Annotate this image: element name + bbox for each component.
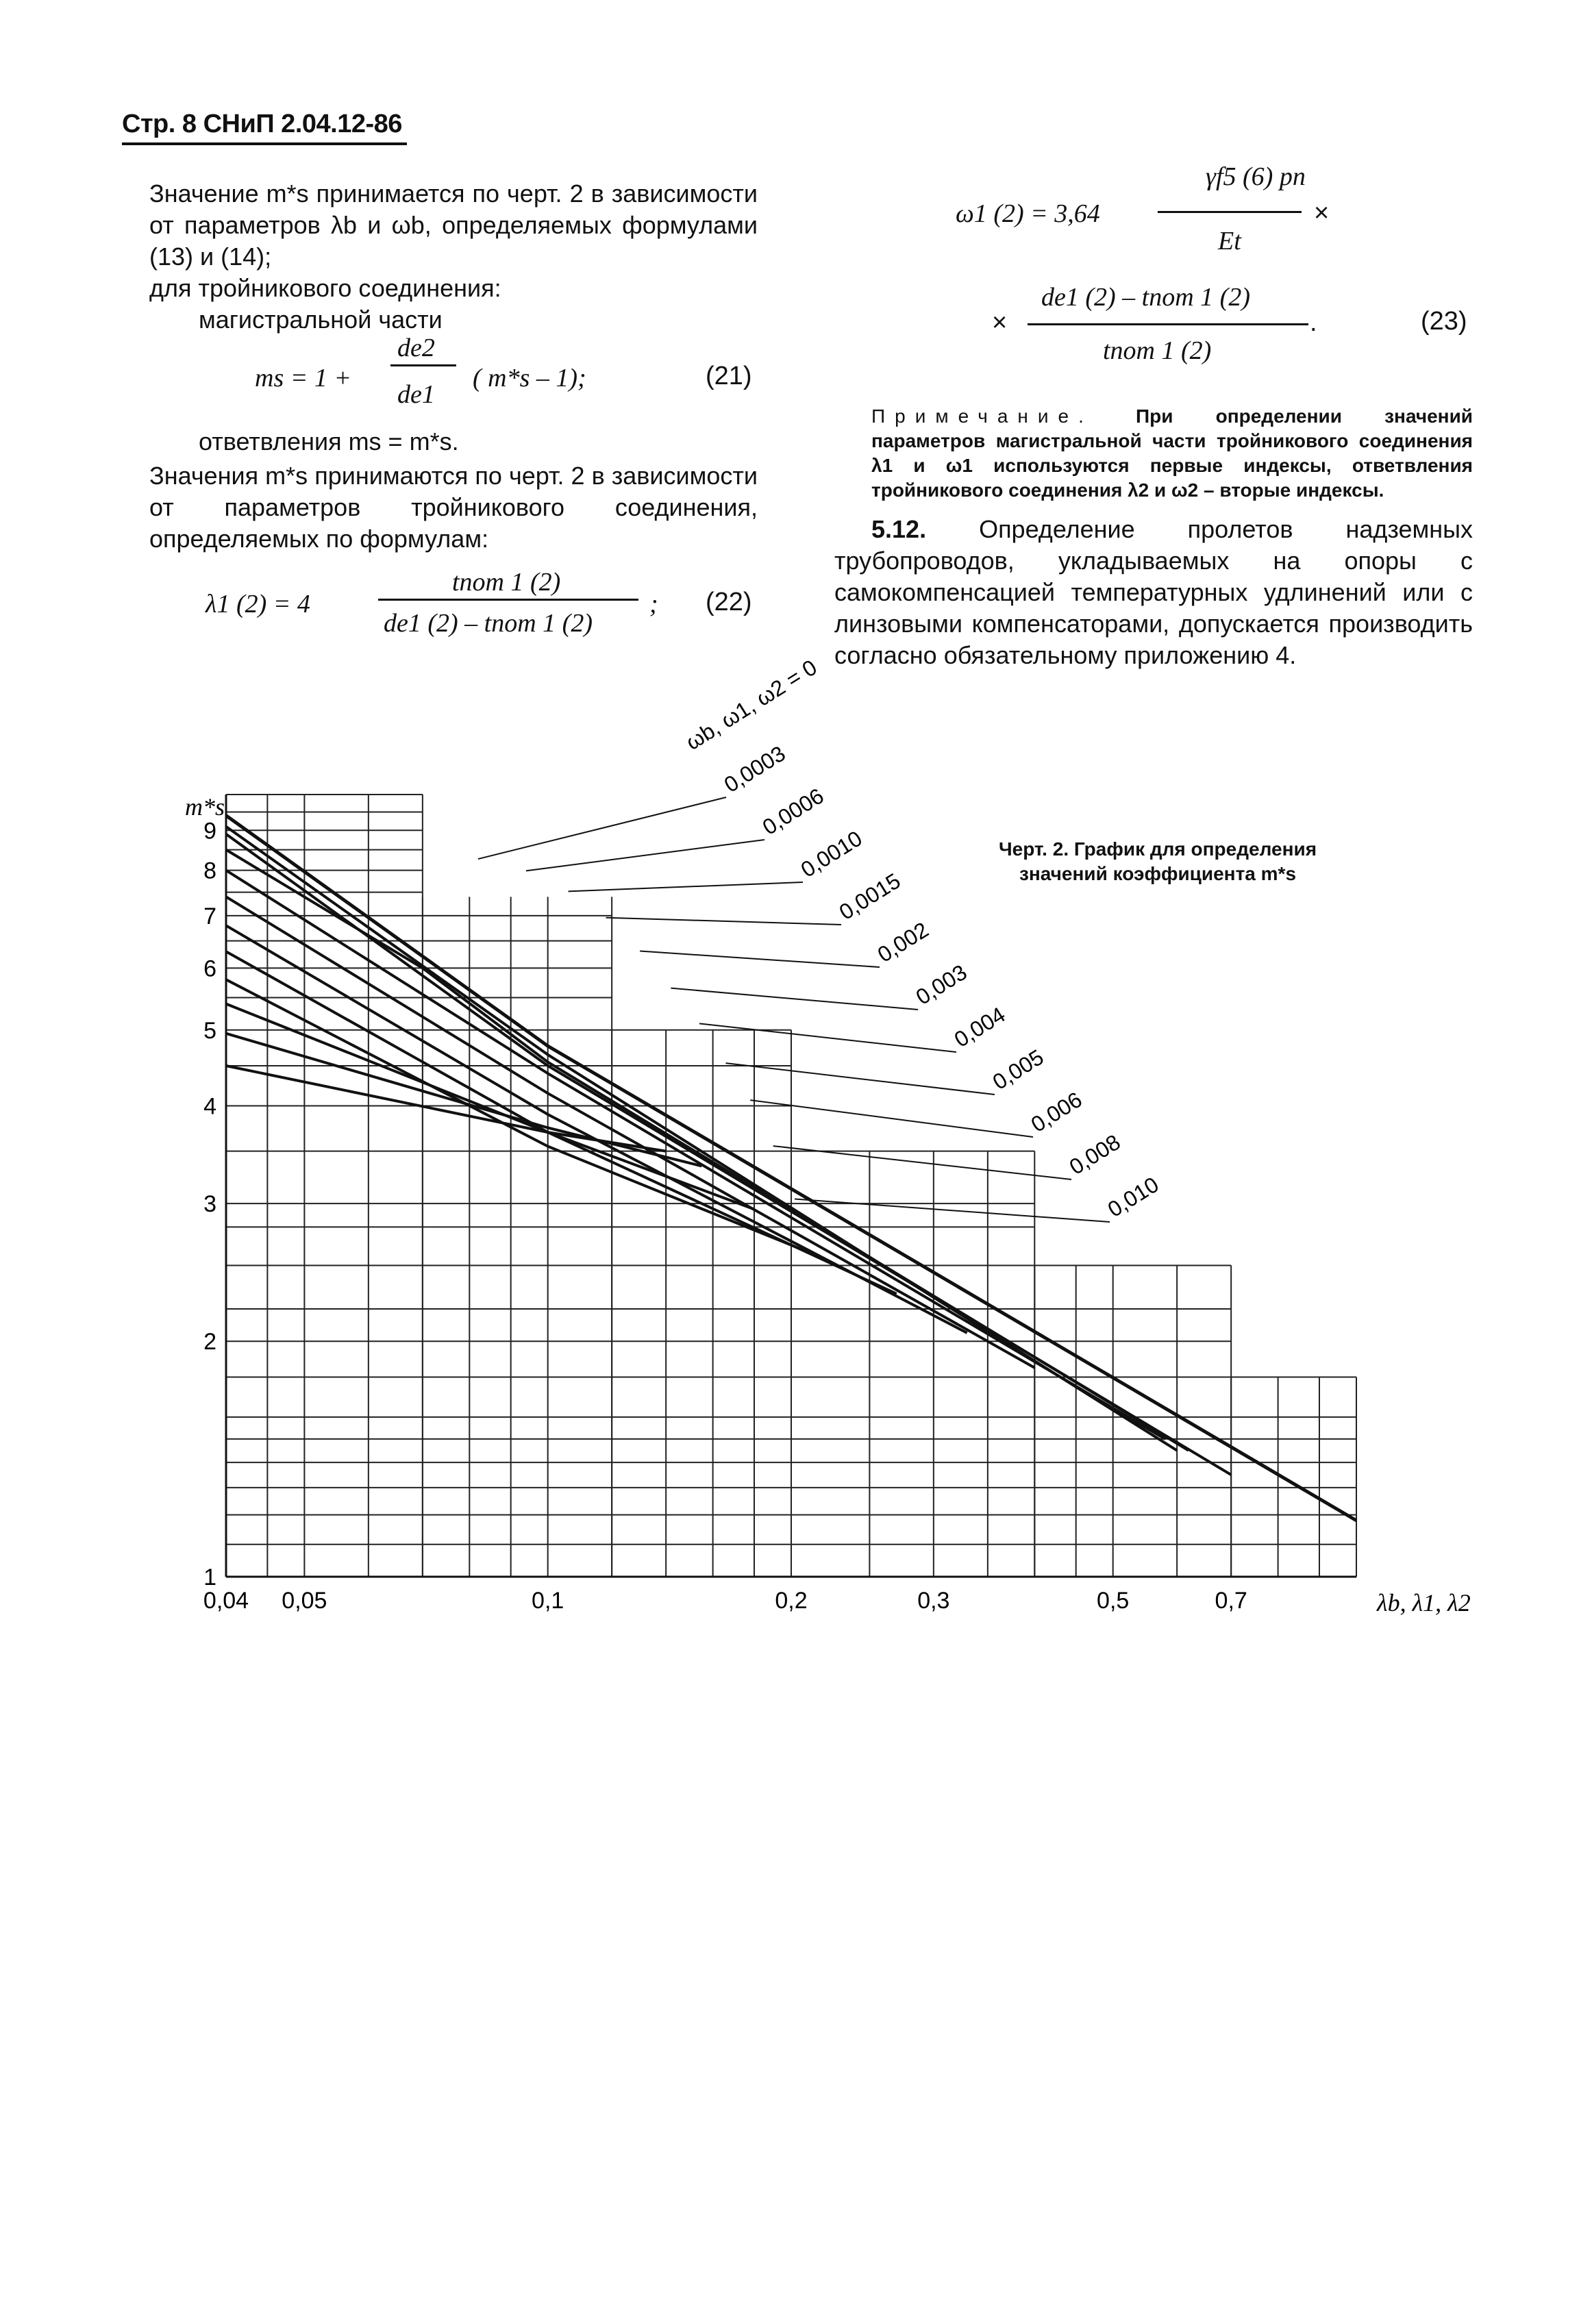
eq23-numerator-2: de1 (2) – tnom 1 (2) <box>1041 283 1250 312</box>
eq23-times-2: × <box>992 308 1008 337</box>
leader-line <box>606 918 841 925</box>
eq23-number: (23) <box>1421 307 1467 336</box>
eq23-numerator: γf5 (6) pn <box>1206 162 1306 191</box>
paragraph-branch: ответвления ms = m*s. <box>199 427 459 455</box>
y-tick-label: 4 <box>203 1093 216 1120</box>
series-curve <box>226 925 967 1333</box>
eq22-lhs: λ1 (2) = 4 <box>206 590 310 619</box>
series-label: 0,003 <box>911 959 971 1010</box>
eq21-denominator: de1 <box>397 380 435 409</box>
series-curve <box>226 850 1189 1451</box>
eq22-number: (22) <box>706 588 752 616</box>
y-tick-label: 9 <box>203 818 216 845</box>
eq22-denominator: de1 (2) – tnom 1 (2) <box>384 609 593 638</box>
series-label: ωb, ω1, ω2 = 0 <box>681 654 821 755</box>
eq23-lhs: ω1 (2) = 3,64 <box>956 199 1100 228</box>
eq21-tail: ( m*s – 1); <box>473 364 586 392</box>
eq23-times-1: × <box>1314 199 1330 227</box>
series-label: 0,010 <box>1103 1171 1163 1222</box>
eq23-denominator: Et <box>1218 227 1241 255</box>
eq21-numerator: de2 <box>397 334 435 362</box>
series-label: 0,0010 <box>796 825 867 882</box>
series-label: 0,002 <box>873 916 933 967</box>
series-label: 0,004 <box>949 1001 1010 1052</box>
series-label: 0,006 <box>1026 1086 1086 1137</box>
x-tick-label: 0,2 <box>775 1588 808 1614</box>
caption-line-2: значений коэффициента m*s <box>1019 863 1297 884</box>
series-curve <box>226 1004 754 1210</box>
eq21-lhs: ms = 1 + <box>255 364 352 392</box>
x-tick-label: 0,7 <box>1215 1588 1247 1614</box>
eq23-denominator-2: tnom 1 (2) <box>1103 336 1212 365</box>
series-label: 0,005 <box>988 1044 1048 1095</box>
leader-line <box>671 988 918 1010</box>
chart-grid <box>226 795 1356 1577</box>
x-tick-label: 0,5 <box>1097 1588 1130 1614</box>
eq23-tail: . <box>1310 308 1317 337</box>
x-tick-label: 0,04 <box>203 1588 249 1614</box>
y-tick-label: 2 <box>203 1329 216 1355</box>
leader-line <box>699 1023 956 1052</box>
leader-line <box>526 840 764 871</box>
x-tick-label: 0,1 <box>532 1588 564 1614</box>
series-label: 0,0003 <box>719 740 790 797</box>
paragraph-main-part: магистральной части <box>199 305 443 334</box>
leader-line <box>725 1063 995 1095</box>
leader-line <box>569 882 803 891</box>
y-tick-label: 7 <box>203 903 216 929</box>
eq22-numerator: tnom 1 (2) <box>452 568 561 597</box>
paragraph-intro: Значение m*s принимается по черт. 2 в зависимости от параметров λb и ωb, определяемых формулами (13) и (14); <box>149 179 758 271</box>
note-label: Примечание. <box>871 405 1093 427</box>
series-label: 0,008 <box>1065 1129 1125 1179</box>
x-tick-label: 0,3 <box>917 1588 950 1614</box>
series-label: 0,0006 <box>758 783 828 840</box>
y-axis-label: m*s <box>185 793 225 821</box>
x-tick-label: 0,05 <box>282 1588 327 1614</box>
leader-line <box>750 1100 1033 1137</box>
page-header: Стр. 8 СНиП 2.04.12-86 <box>122 110 402 138</box>
x-axis-label: λb, λ1, λ2 <box>1377 1589 1471 1616</box>
paragraph-values: Значения m*s принимаются по черт. 2 в зависимости от параметров тройникового соединения, определяемых по формулам: <box>149 462 758 553</box>
leader-line <box>640 951 880 967</box>
note-text: При определении значений параметров магистральной части тройникового соединения λ1 и ω1 используются первые индексы, ответвления тройникового соединения λ2 и ω2 – вторые индексы. <box>871 405 1473 501</box>
y-tick-label: 1 <box>203 1564 216 1590</box>
section-number: 5.12. <box>871 515 927 543</box>
section-text: Определение пролетов надземных трубопроводов, укладываемых на опоры с самокомпенсацией температурных удлинений или с линзовыми компенсаторами, допускается производить согласно обязательному приложению 4. <box>834 515 1473 669</box>
caption-line-1: Черт. 2. График для определения <box>998 838 1317 860</box>
y-tick-label: 8 <box>203 858 216 884</box>
y-tick-label: 3 <box>203 1191 216 1218</box>
series-label: 0,0015 <box>834 868 905 925</box>
y-tick-label: 5 <box>203 1017 216 1044</box>
y-tick-label: 6 <box>203 955 216 982</box>
eq21-number: (21) <box>706 362 752 390</box>
paragraph-tee: для тройникового соединения: <box>149 274 501 302</box>
eq22-tail: ; <box>649 590 658 619</box>
